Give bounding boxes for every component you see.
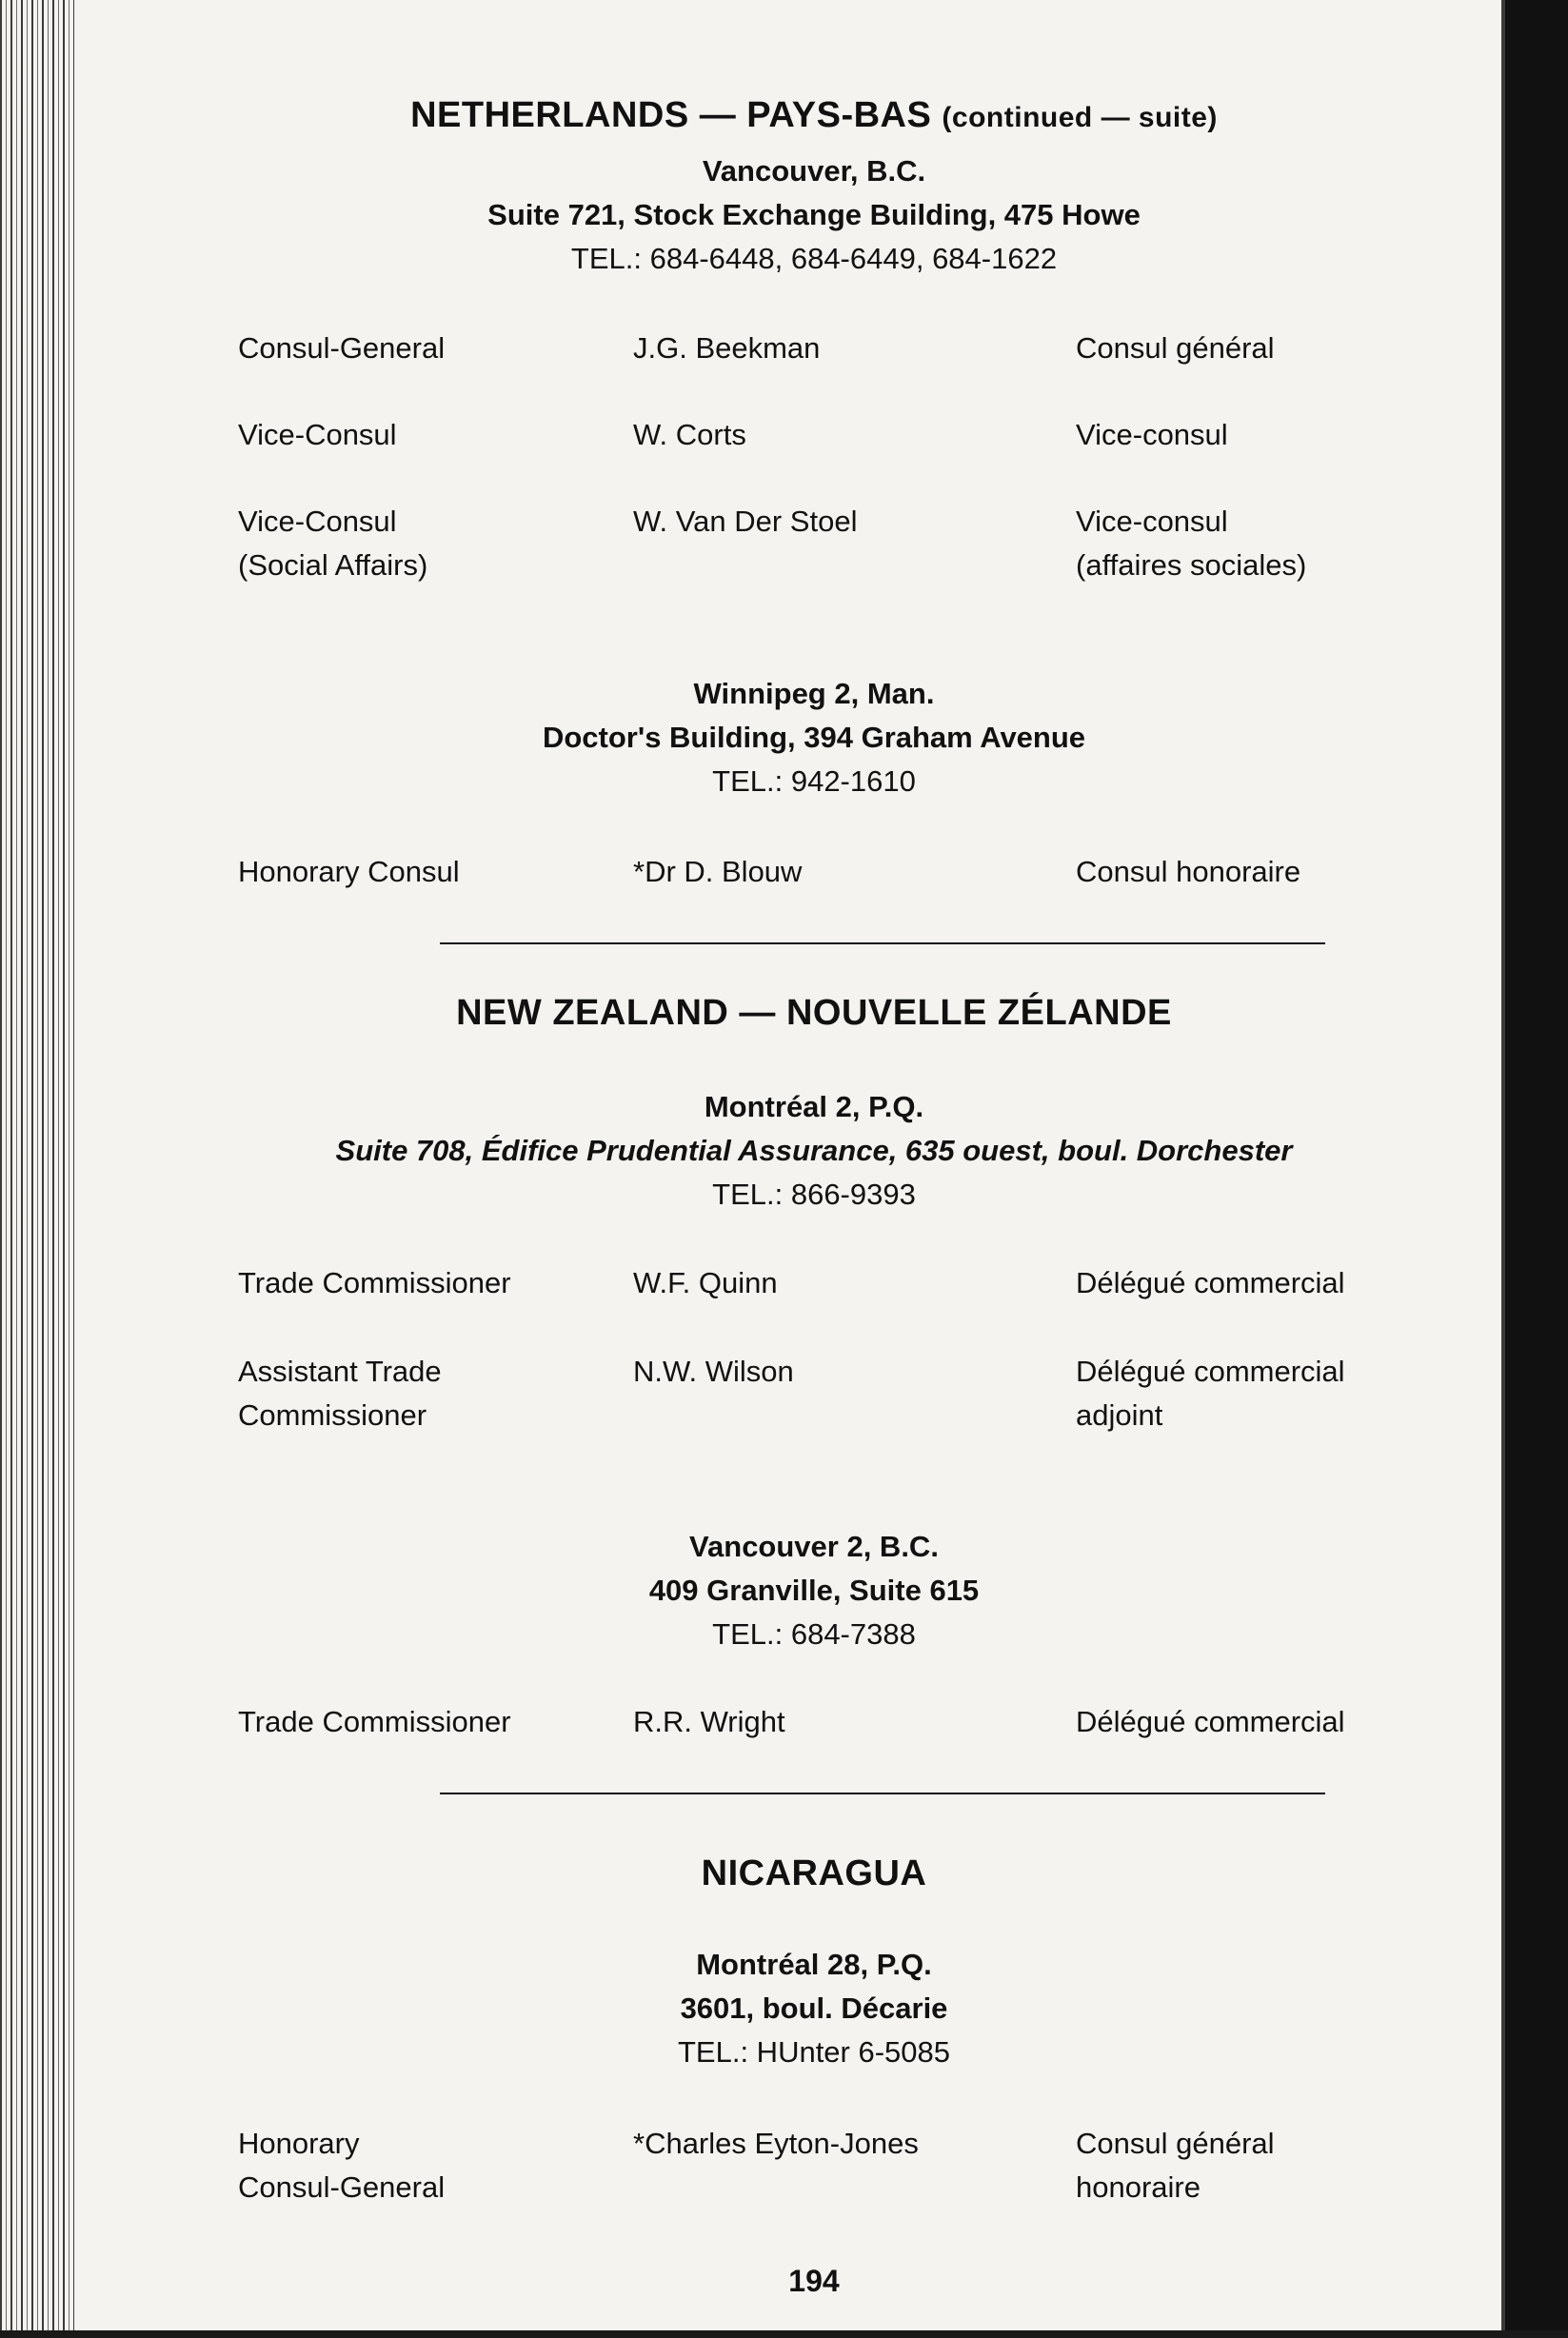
- title-en-line1: Honorary: [238, 2127, 360, 2160]
- title-fr-line2: honoraire: [1076, 2170, 1201, 2204]
- office-address-montreal-28: [219, 1943, 1409, 2074]
- title-fr-line1: Vice-consul: [1076, 505, 1228, 538]
- staff-name: *Charles Eyton-Jones: [633, 2127, 919, 2160]
- office-city: Montréal 2, P.Q.: [704, 1090, 924, 1123]
- title-en: Trade Commissioner: [238, 1266, 511, 1299]
- title-en-line2: Commissioner: [238, 1398, 427, 1432]
- title-fr-line1: Délégué commercial: [1076, 1355, 1345, 1388]
- heading-text: NEW ZEALAND — NOUVELLE ZÉLANDE: [456, 993, 1172, 1033]
- title-fr: Délégué commercial: [1076, 1266, 1345, 1299]
- office-phone: TEL.: HUnter 6-5085: [677, 2035, 951, 2069]
- heading-text: NICARAGUA: [701, 1853, 927, 1893]
- staff-name: N.W. Wilson: [633, 1355, 794, 1388]
- section-divider: [440, 942, 1325, 944]
- section-heading-nicaragua: [219, 1853, 1409, 1894]
- staff-name: *Dr D. Blouw: [633, 855, 803, 888]
- title-fr: Vice-consul: [1076, 418, 1228, 451]
- staff-name: W. Corts: [633, 418, 746, 451]
- office-address-vancouver-2: [219, 1525, 1409, 1656]
- title-en: Vice-Consul: [238, 418, 397, 451]
- office-phone: TEL.: 866-9393: [712, 1178, 916, 1211]
- staff-name: J.G. Beekman: [633, 331, 821, 365]
- heading-suffix: (continued — suite): [942, 102, 1218, 133]
- title-fr: [1076, 500, 1306, 587]
- page-number: 194: [788, 2264, 840, 2298]
- office-street: 3601, boul. Décarie: [680, 1991, 948, 2025]
- title-fr: Délégué commercial: [1076, 1705, 1345, 1738]
- office-city: Montréal 28, P.Q.: [696, 1948, 932, 1981]
- title-en-line2: (Social Affairs): [238, 548, 428, 582]
- title-fr-line1: Consul général: [1076, 2127, 1275, 2160]
- title-en: Honorary Consul: [238, 855, 460, 888]
- title-fr-line2: (affaires sociales): [1076, 548, 1307, 582]
- scanned-left-edge: [0, 0, 74, 2338]
- office-city: Winnipeg 2, Man.: [693, 677, 935, 710]
- office-street: Suite 721, Stock Exchange Building, 475 Howe: [487, 198, 1141, 231]
- staff-name: W.F. Quinn: [633, 1266, 778, 1299]
- scanned-right-edge: [1492, 0, 1568, 2338]
- office-phone: TEL.: 942-1610: [712, 764, 916, 798]
- title-en: [238, 1350, 442, 1437]
- title-en: Trade Commissioner: [238, 1705, 511, 1738]
- section-heading-netherlands: [219, 95, 1409, 136]
- section-divider: [440, 1793, 1325, 1794]
- office-city: Vancouver 2, B.C.: [689, 1530, 939, 1563]
- title-en-line1: Assistant Trade: [238, 1355, 442, 1388]
- title-fr: [1076, 2122, 1275, 2209]
- office-address-vancouver: [219, 149, 1409, 281]
- office-address-winnipeg: [219, 672, 1409, 803]
- staff-name: W. Van Der Stoel: [633, 505, 858, 538]
- title-en-line2: Consul-General: [238, 2170, 446, 2204]
- office-address-montreal: [219, 1085, 1409, 1217]
- section-heading-new-zealand: [219, 993, 1409, 1034]
- title-en-line1: Vice-Consul: [238, 505, 397, 538]
- title-fr: Consul honoraire: [1076, 855, 1301, 888]
- document-page: [219, 0, 1409, 2338]
- title-en: [238, 500, 427, 587]
- staff-name: R.R. Wright: [633, 1705, 785, 1738]
- office-street: Suite 708, Édifice Prudential Assurance, 635 ouest, boul. Dorchester: [335, 1134, 1293, 1167]
- heading-text: NETHERLANDS — PAYS-BAS: [410, 95, 932, 135]
- title-en: Consul-General: [238, 331, 446, 365]
- office-city: Vancouver, B.C.: [702, 154, 926, 188]
- title-fr-line2: adjoint: [1076, 1398, 1163, 1432]
- title-en: [238, 2122, 445, 2209]
- office-phone: TEL.: 684-6448, 684-6449, 684-1622: [570, 242, 1058, 275]
- office-street: 409 Granville, Suite 615: [648, 1574, 980, 1607]
- office-street: Doctor's Building, 394 Graham Avenue: [542, 721, 1086, 754]
- title-fr: Consul général: [1076, 331, 1275, 365]
- title-fr: [1076, 1350, 1345, 1437]
- office-phone: TEL.: 684-7388: [712, 1617, 916, 1651]
